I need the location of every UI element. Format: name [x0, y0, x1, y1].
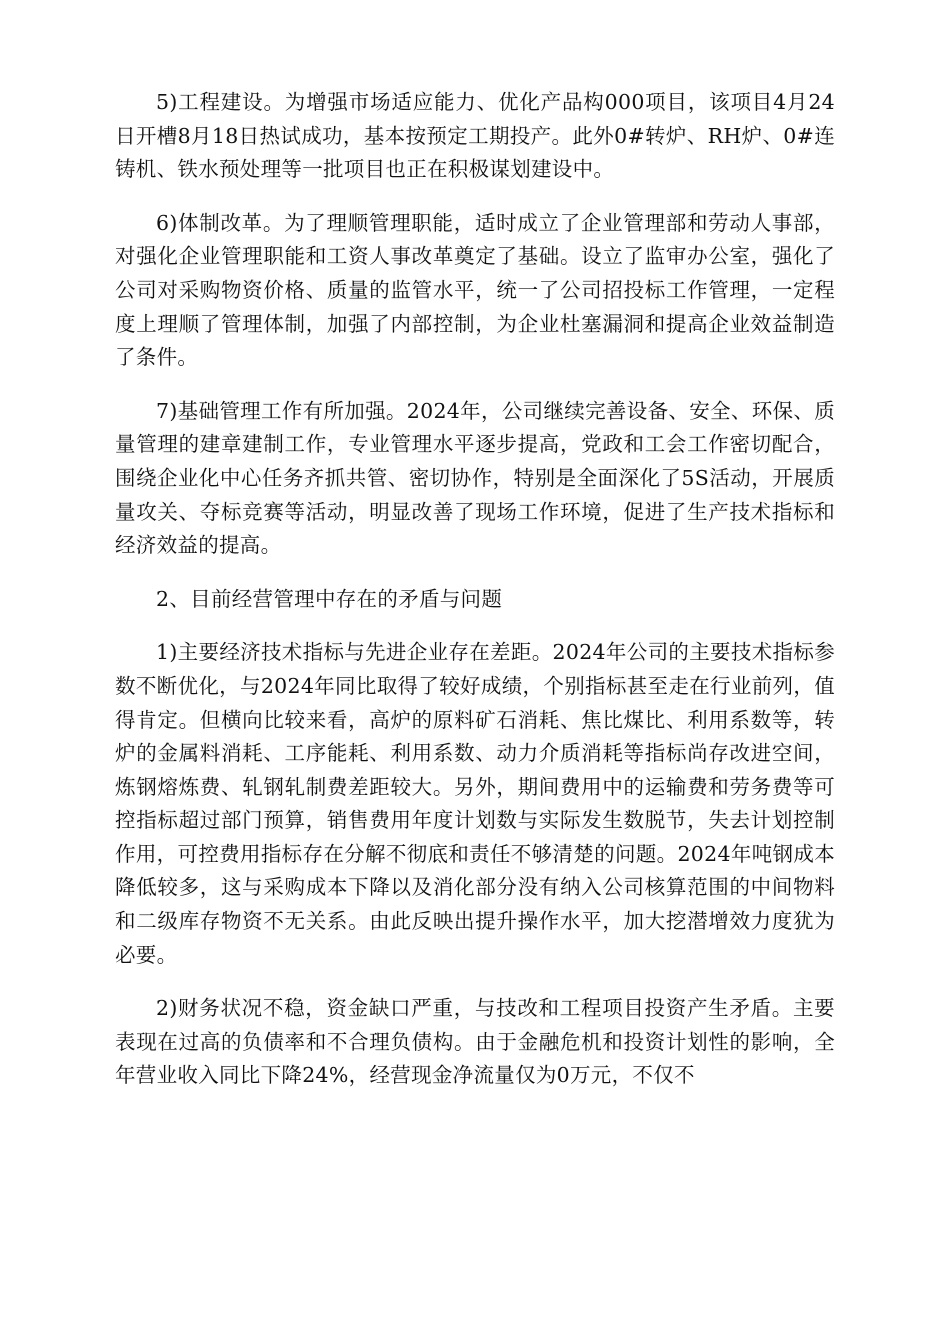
paragraph-system-reform: 6)体制改革。为了理顺管理职能，适时成立了企业管理部和劳动人事部，对强化企业管理职能和工资人事改革奠定了基础。设立了监审办公室，强化了公司对采购物资价格、质量的监管水平，统一了公司招投标工作管理，一定程度上理顺了管理体制，加强了内部控制，为企业杜塞漏洞和提高企业效益制造了条件。	[115, 210, 835, 370]
section-heading-problems: 2、目前经营管理中存在的矛盾与问题	[156, 586, 503, 611]
paragraph-basic-management: 7)基础管理工作有所加强。2024年，公司继续完善设备、安全、环保、质量管理的建章建制工作，专业管理水平逐步提高，党政和工会工作密切配合，围绕企业化中心任务齐抓共管、密切协作，特别是全面深化了5S活动，开展质量攻关、夺标竞赛等活动，明显改善了现场工作环境，促进了生产技术指标和经济效益的提高。	[115, 398, 835, 558]
paragraph-technical-indicators: 1)主要经济技术指标与先进企业存在差距。2024年公司的主要技术指标参数不断优化，与2024年同比取得了较好成绩，个别指标甚至走在行业前列，值得肯定。但横向比较来看，高炉的原料矿石消耗、焦比煤比、利用系数等，转炉的金属料消耗、工序能耗、利用系数、动力介质消耗等指标尚存改进空间，炼钢熔炼费、轧钢轧制费差距较大。另外，期间费用中的运输费和劳务费等可控指标超过部门预算，销售费用年度计划数与实际发生数脱节，失去计划控制作用，可控费用指标存在分解不彻底和责任不够清楚的问题。2024年吨钢成本降低较多，这与采购成本下降以及消化部分没有纳入公司核算范围的中间物料和二级库存物资不无关系。由此反映出提升操作水平，加大挖潜增效力度犹为必要。	[115, 640, 835, 967]
paragraph-engineering-construction: 5)工程建设。为增强市场适应能力、优化产品构000项目，该项目4月24日开槽8月18日热试成功，基本按预定工期投产。此外0#转炉、RH炉、0#连铸机、铁水预处理等一批项目也正在积极谋划建设中。	[115, 90, 835, 182]
paragraph-financial-status: 2)财务状况不稳，资金缺口严重，与技改和工程项目投资产生矛盾。主要表现在过高的负债率和不合理负债构。由于金融危机和投资计划性的影响，全年营业收入同比下降24%，经营现金净流量仅为0万元，不仅不	[115, 996, 835, 1088]
